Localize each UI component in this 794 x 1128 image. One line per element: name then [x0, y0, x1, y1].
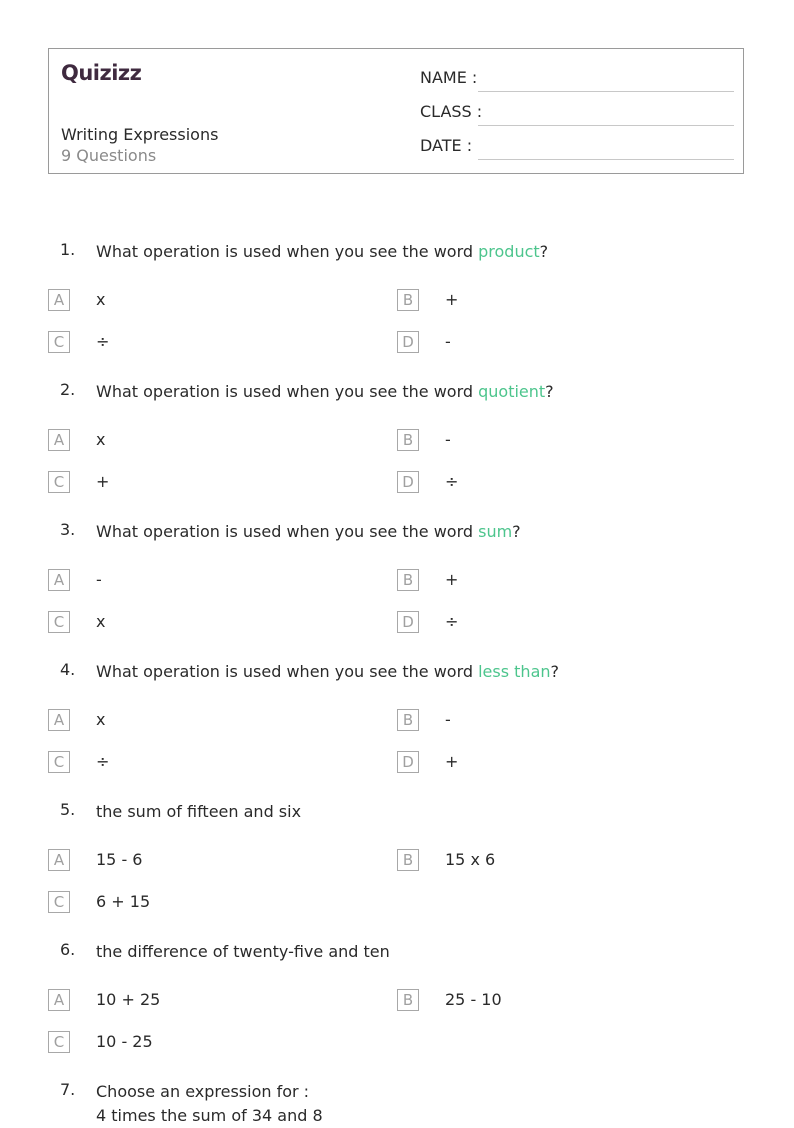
option-text: 15 - 6 — [96, 850, 143, 869]
question-text — [96, 380, 696, 404]
option-b[interactable] — [397, 849, 697, 873]
option-letter-box[interactable]: B — [397, 429, 419, 451]
option-text: 25 - 10 — [445, 990, 502, 1009]
question-text-before: What operation is used when you see the word — [96, 522, 479, 541]
option-b[interactable] — [397, 429, 697, 453]
question-text — [96, 240, 696, 264]
option-text: + — [445, 752, 459, 771]
option-text: + — [96, 472, 110, 491]
date-line[interactable] — [478, 159, 734, 160]
option-b[interactable] — [397, 569, 697, 593]
question-keyword: sum — [478, 522, 513, 541]
option-letter-box[interactable]: C — [48, 471, 70, 493]
question-number: 1. — [60, 240, 76, 259]
option-text: x — [96, 430, 106, 449]
option-text: 10 - 25 — [96, 1032, 153, 1051]
option-letter-box[interactable]: C — [48, 611, 70, 633]
option-text: ÷ — [96, 332, 110, 351]
option-a[interactable] — [48, 849, 348, 873]
option-letter-box[interactable]: A — [48, 849, 70, 871]
worksheet-header — [48, 48, 744, 174]
question-text: the sum of fifteen and six — [96, 802, 302, 821]
question-keyword: less than — [478, 662, 551, 681]
option-letter-box[interactable]: A — [48, 569, 70, 591]
option-b[interactable] — [397, 989, 697, 1013]
option-a[interactable] — [48, 569, 348, 593]
option-text: x — [96, 612, 106, 631]
option-text: ÷ — [445, 472, 459, 491]
question-text — [96, 1080, 696, 1128]
option-text: + — [445, 570, 459, 589]
option-d[interactable] — [397, 751, 697, 775]
option-d[interactable] — [397, 331, 697, 355]
question-number: 4. — [60, 660, 76, 679]
option-c[interactable] — [48, 1031, 348, 1055]
worksheet-title: Writing Expressions — [61, 125, 219, 144]
logo-text: Quizizz — [61, 61, 142, 85]
option-b[interactable] — [397, 289, 697, 313]
option-text: - — [445, 332, 451, 351]
question-text-after: ? — [539, 242, 549, 261]
question-count: 9 Questions — [61, 146, 157, 165]
option-letter-box[interactable]: A — [48, 989, 70, 1011]
option-text: ÷ — [445, 612, 459, 631]
option-c[interactable] — [48, 471, 348, 495]
class-line[interactable] — [478, 125, 734, 126]
question-text-before: What operation is used when you see the word — [96, 662, 479, 681]
question-number: 5. — [60, 800, 76, 819]
option-c[interactable] — [48, 611, 348, 635]
question-keyword: product — [478, 242, 540, 261]
option-text: 15 x 6 — [445, 850, 496, 869]
question-text-line-2: 4 times the sum of 34 and 8 — [96, 1106, 323, 1125]
option-text: 10 + 25 — [96, 990, 161, 1009]
question-text-after: ? — [545, 382, 554, 401]
question-number: 7. — [60, 1080, 76, 1099]
option-letter-box[interactable]: B — [397, 569, 419, 591]
option-letter-box[interactable]: B — [397, 709, 419, 731]
option-b[interactable] — [397, 709, 697, 733]
option-letter-box[interactable]: C — [48, 751, 70, 773]
option-a[interactable] — [48, 289, 348, 313]
date-field[interactable] — [420, 136, 734, 160]
option-letter-box[interactable]: A — [48, 289, 70, 311]
option-c[interactable] — [48, 331, 348, 355]
question-number: 2. — [60, 380, 76, 399]
class-field[interactable] — [420, 102, 734, 126]
name-line[interactable] — [478, 91, 734, 92]
option-letter-box[interactable]: C — [48, 891, 70, 913]
question-text-before: What operation is used when you see the word — [96, 382, 479, 401]
option-text: x — [96, 290, 106, 309]
option-text: x — [96, 710, 106, 729]
option-d[interactable] — [397, 471, 697, 495]
option-text: 6 + 15 — [96, 892, 151, 911]
option-d[interactable] — [397, 611, 697, 635]
option-letter-box[interactable]: B — [397, 989, 419, 1011]
option-letter-box[interactable]: C — [48, 1031, 70, 1053]
option-text: - — [445, 710, 451, 729]
question-text — [96, 660, 696, 684]
option-c[interactable] — [48, 891, 348, 915]
question-text-line-1: Choose an expression for : — [96, 1082, 310, 1101]
question-text-before: What operation is used when you see the word — [96, 242, 479, 261]
question-text-after: ? — [550, 662, 560, 681]
name-field[interactable] — [420, 68, 734, 92]
option-letter-box[interactable]: B — [397, 849, 419, 871]
question-text: the difference of twenty-five and ten — [96, 942, 390, 961]
name-label: NAME : — [420, 68, 478, 87]
question-keyword: quotient — [478, 382, 546, 401]
option-text: - — [96, 570, 102, 589]
option-a[interactable] — [48, 429, 348, 453]
option-a[interactable] — [48, 709, 348, 733]
date-label: DATE : — [420, 136, 473, 155]
class-label: CLASS : — [420, 102, 483, 121]
question-text — [96, 520, 696, 544]
option-text: - — [445, 430, 451, 449]
question-number: 3. — [60, 520, 76, 539]
option-letter-box[interactable]: D — [397, 331, 419, 353]
option-letter-box[interactable]: C — [48, 331, 70, 353]
question-number: 6. — [60, 940, 76, 959]
option-c[interactable] — [48, 751, 348, 775]
option-letter-box[interactable]: A — [48, 429, 70, 451]
quizizz-logo — [61, 59, 153, 87]
option-text: + — [445, 290, 459, 309]
question-text-after: ? — [512, 522, 521, 541]
option-text: ÷ — [96, 752, 110, 771]
option-letter-box[interactable]: D — [397, 611, 419, 633]
option-letter-box[interactable]: D — [397, 471, 419, 493]
option-letter-box[interactable]: D — [397, 751, 419, 773]
option-a[interactable] — [48, 989, 348, 1013]
option-letter-box[interactable]: A — [48, 709, 70, 731]
option-letter-box[interactable]: B — [397, 289, 419, 311]
